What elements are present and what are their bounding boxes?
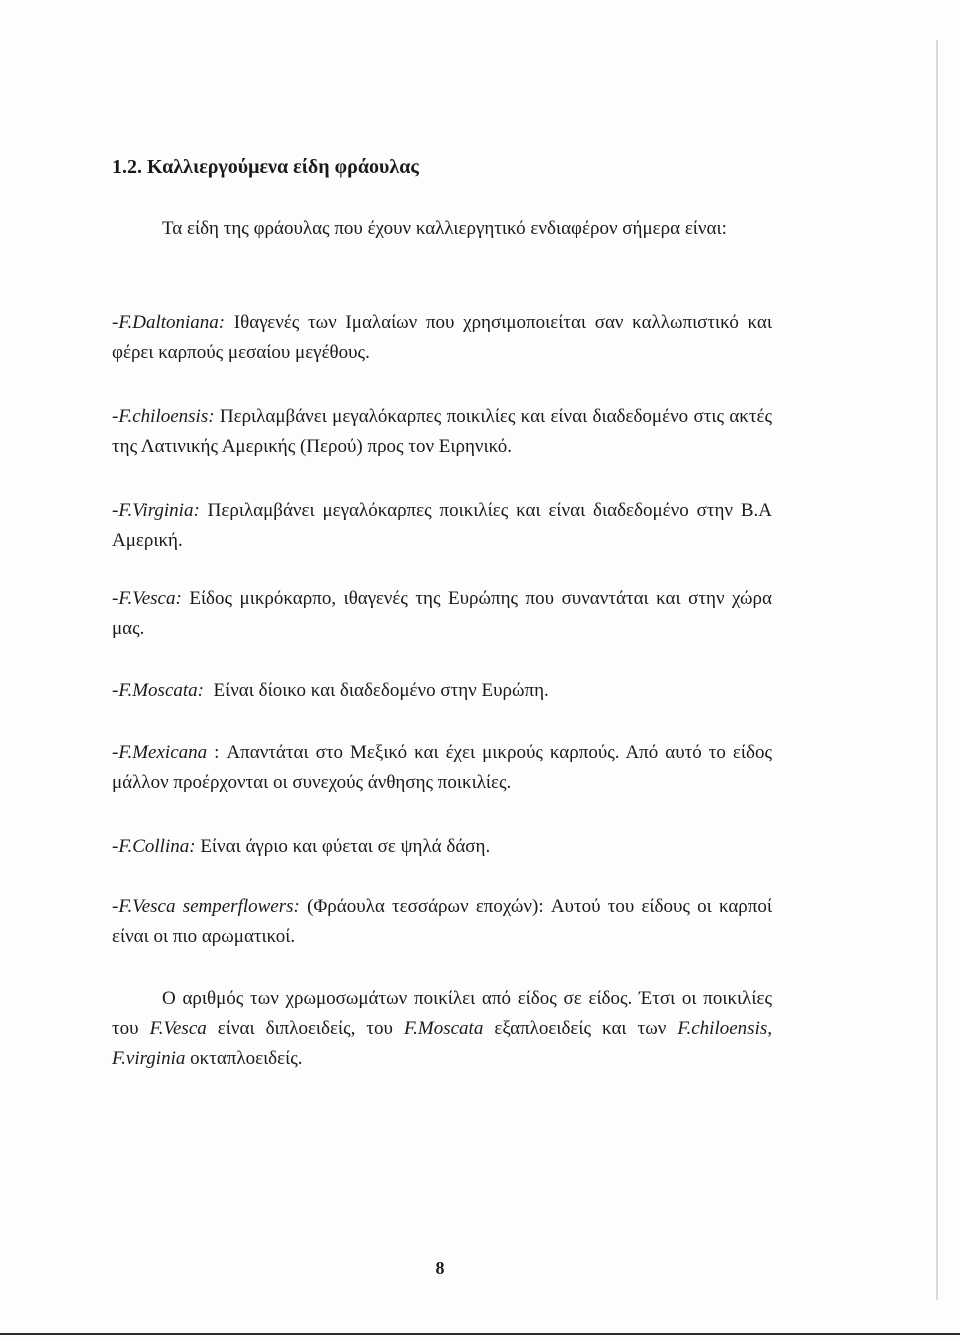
species-description: Περιλαμβάνει μεγαλόκαρπες ποικιλίες και είναι διαδεδομένο στις ακτές της Λατινικής Αμερικής (Περού) προς τον Ειρηνικό. <box>112 406 772 457</box>
species-description: Περιλαμβάνει μεγαλόκαρπες ποικιλίες και είναι διαδεδομένο στην Β.Α Αμερική. <box>112 500 772 551</box>
species-vesca <box>112 584 772 644</box>
species-moscata <box>112 676 772 706</box>
closing-text: είναι διπλοειδείς, του <box>206 1018 404 1039</box>
section-number: 1.2. <box>112 156 142 178</box>
closing-paragraph <box>112 984 772 1074</box>
species-name: -F.Collina: <box>112 836 196 857</box>
closing-text: οκταπλοειδείς. <box>185 1048 303 1069</box>
closing-text: Ο αριθμός των χρωμοσωμάτων ποικίλει από είδος σε είδος. Έτσι οι ποικιλίες του <box>112 988 772 1039</box>
species-vesca-semperflowers <box>112 892 772 952</box>
species-name: -F.Moscata: <box>112 680 204 701</box>
species-name: -F.Daltoniana: <box>112 312 226 333</box>
species-description: Ιθαγενές των Ιμαλαίων που χρησιμοποιείται σαν καλλωπιστικό και φέρει καρπούς μεσαίου μεγέθους. <box>112 312 772 363</box>
section-title: Καλλιεργούμενα είδη φράουλας <box>147 156 419 178</box>
closing-text: εξαπλοειδείς και των <box>483 1018 678 1039</box>
species-description: Είναι δίοικο και διαδεδομένο στην Ευρώπη. <box>204 680 549 701</box>
scan-bottom-edge <box>0 1333 960 1335</box>
species-description: (Φράουλα τεσσάρων εποχών): Αυτού του είδους οι καρποί είναι οι πιο αρωματικοί. <box>112 896 772 947</box>
species-description: : Απαντάται στο Μεξικό και έχει μικρούς καρπούς. Από αυτό το είδος μάλλον προέρχονται οι συνεχούς άνθησης ποικιλίες. <box>112 742 772 793</box>
page-number: 8 <box>435 1258 445 1278</box>
species-name: -F.Virginia: <box>112 500 200 521</box>
closing-species-name: F.chiloensis, F.virginia <box>112 1018 772 1069</box>
species-virginia <box>112 496 772 556</box>
species-name: -F.Vesca: <box>112 588 182 609</box>
closing-species-name: F.Moscata <box>403 1018 484 1039</box>
species-daltoniana <box>112 308 772 368</box>
species-collina <box>112 832 772 862</box>
intro-paragraph: Τα είδη της φράουλας που έχουν καλλιεργητικό ενδιαφέρον σήμερα είναι: <box>162 218 727 239</box>
section-heading <box>112 156 419 179</box>
species-name: -F.Mexicana <box>112 742 208 763</box>
species-description: Είναι άγριο και φύεται σε ψηλά δάση. <box>195 836 491 857</box>
species-name: -F.Vesca semperflowers: <box>112 896 300 917</box>
species-chiloensis <box>112 402 772 462</box>
species-description: Είδος μικρόκαρπο, ιθαγενές της Ευρώπης που συναντάται και στην χώρα μας. <box>112 588 772 639</box>
species-mexicana <box>112 738 772 798</box>
page-edge-shadow <box>936 40 938 1300</box>
closing-species-name: F.Vesca <box>149 1018 207 1039</box>
species-name: -F.chiloensis: <box>112 406 215 427</box>
